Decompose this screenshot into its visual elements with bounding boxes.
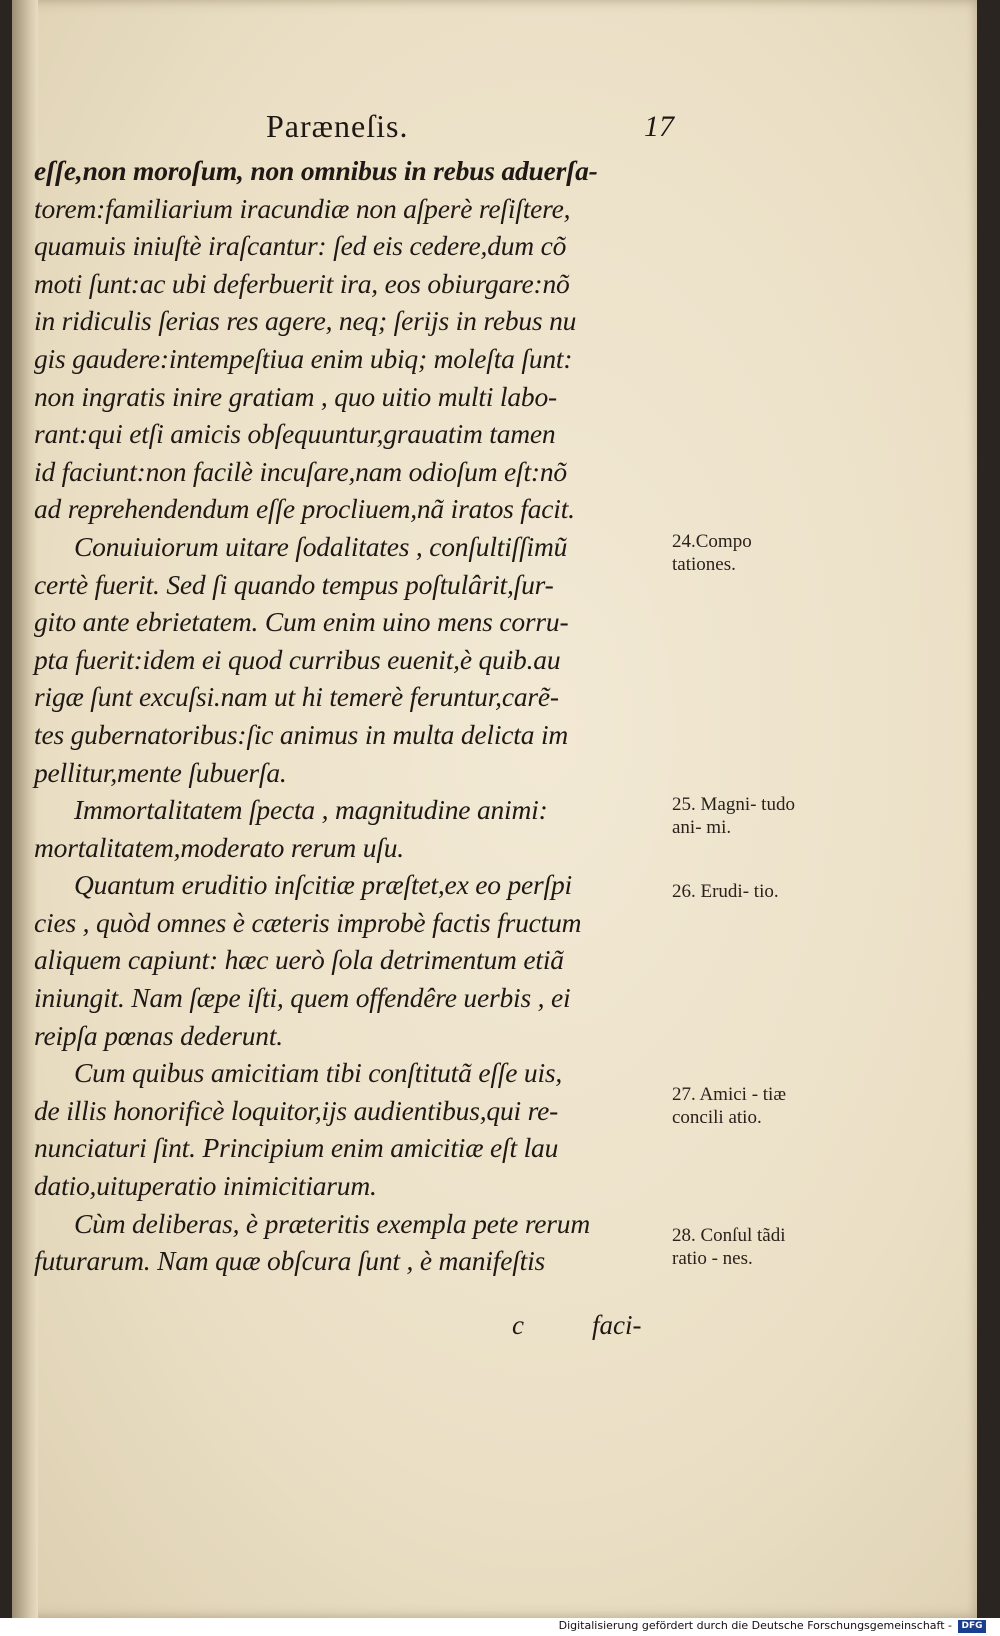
digitization-footer [0,1618,1000,1636]
catchword: faci- [592,1310,642,1340]
text-line: reipſa pœnas dederunt. [34,1019,283,1051]
text-line: Conuiuiorum uitare ſodalitates , conſultiſſimũ [74,530,568,562]
text-line: nunciaturi ſint. Principium enim amicitiæ eſt lau [34,1132,559,1164]
footer-credit: Digitalisierung gefördert durch die Deutsche Forschungsgemeinschaft - [558,1619,952,1632]
marginal-note: 27. Amici - tiæ concili atio. [672,1084,786,1128]
catchline [12,1310,977,1350]
text-line: non ingratis inire gratiam , quo uitio multi labo- [34,380,557,412]
marginal-note: 25. Magni- tudo ani- mi. [672,794,795,838]
text-line: torem:familiarium iracundiæ non aſperè reſiſtere, [34,192,571,224]
text-line: pellitur,mente ſubuerſa. [34,756,287,788]
text-line: Cùm deliberas, è præteritis exempla pete rerum [74,1207,591,1239]
marginal-note: 26. Erudi- tio. [672,881,779,902]
text-line: gito ante ebrietatem. Cum enim uino mens corru- [34,606,569,638]
text-line: Immortalitatem ſpecta , magnitudine animi: [74,794,548,826]
text-line: Cum quibus amicitiam tibi conſtitutã eſſe uis, [74,1057,563,1089]
text-line: de illis honorificè loquitor,ijs audientibus,qui re- [34,1094,559,1126]
marginal-note: 28. Conſul tãdi ratio - nes. [672,1225,786,1269]
text-line: rigæ ſunt excuſsi.nam ut hi temerè feruntur,carẽ- [34,681,559,713]
text-line: Quantum eruditio inſcitiæ præſtet,ex eo perſpi [74,869,572,901]
text-line: rant:qui etſi amicis obſequuntur,grauatim tamen [34,418,556,450]
text-line: futurarum. Nam quæ obſcura ſunt , è manifeſtis [34,1245,546,1277]
text-line: aliquem capiunt: hæc uerò ſola detrimentum etiã [34,944,564,976]
text-block [34,152,674,1280]
dfg-logo: DFG [958,1620,986,1633]
text-line: in ridiculis ſerias res agere, neq; ſeriјs in rebus nu [34,305,577,337]
text-line: ad reprehendendum eſſe procliuem,nã iratos facit. [34,493,575,525]
text-line: cies , quòd omnes è cæteris improbè factis fructum [34,906,582,938]
text-line: gis gaudere:intempeſtiua enim ubiq; moleſta ſunt: [34,342,573,374]
text-line: pta fuerit:idem ei quod curribus euenit,è quib.au [34,643,561,675]
text-line: tes gubernatoribus:ſic animus in multa delicta im [34,718,569,750]
running-title: Paræneſis. [266,108,409,144]
text-line: datio,uituperatio inimicitiarum. [34,1170,377,1202]
signature-mark: c [512,1310,524,1340]
text-line: iniungit. Nam ſæpe iſti, quem offendêre uerbis , ei [34,982,571,1014]
text-line: quamuis iniuſtè iraſcantur: ſed eis cedere,dum cõ [34,230,567,262]
marginal-note: 24.Compo tationes. [672,531,752,575]
book-page [12,0,977,1618]
text-line: mortalitatem,moderato rerum uſu. [34,831,404,863]
text-line: moti ſunt:ac ubi deferbuerit ira, eos obiurgare:nõ [34,267,570,299]
text-line: certè fuerit. Sed ſi quando tempus poſtulârit,ſur- [34,568,554,600]
page-number: 17 [644,110,674,143]
text-line: id faciunt:non facilè incuſare,nam odioſum eſt:nõ [34,455,567,487]
text-line: eſſe,non moroſum, non omnibus in rebus aduerſa- [34,155,598,186]
page-header [12,108,977,148]
